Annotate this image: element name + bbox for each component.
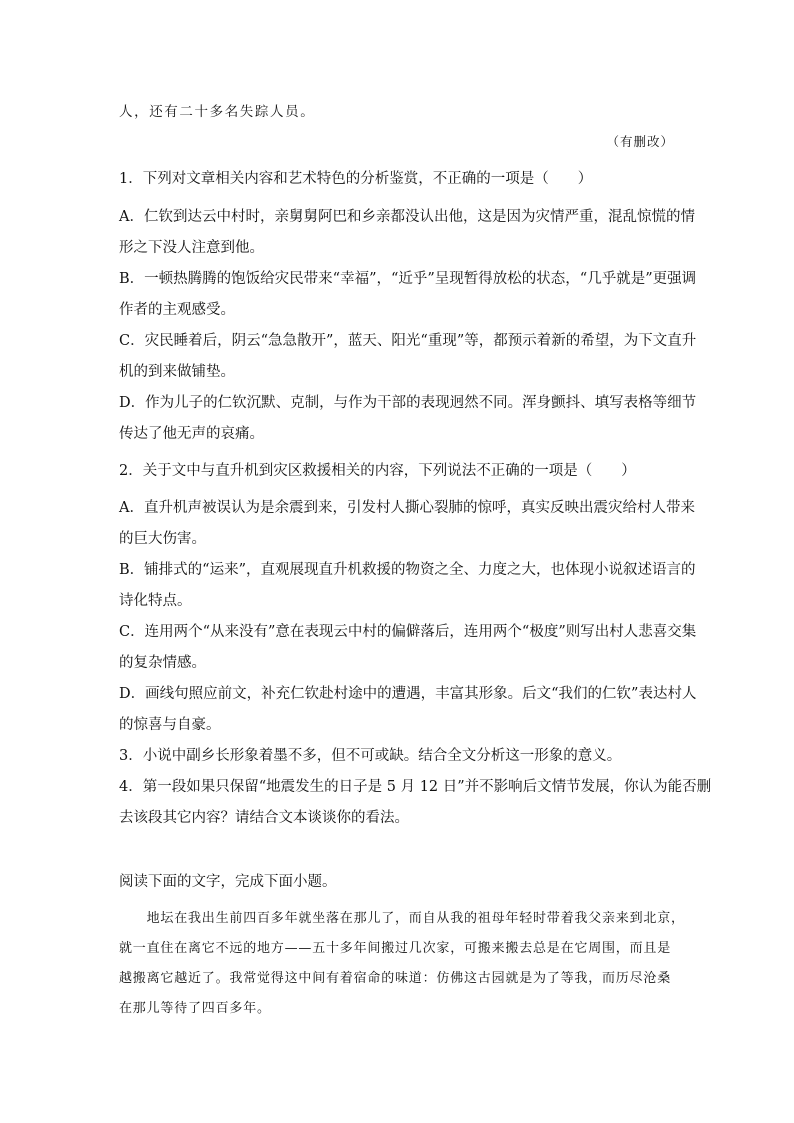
q2-option-d-line2: 的惊喜与自豪。	[119, 717, 221, 733]
question-2	[119, 456, 679, 487]
question-4-line1: 4．第一段如果只保留“地震发生的日子是 5 月 12 日”并不影响后文情节发展，你认为能否删	[119, 779, 712, 795]
passage-line: 就一直住在离它不远的地方——五十多年间搬过几次家，可搬来搬去总是在它周围，而且是	[119, 941, 672, 956]
q1-option-c-line1: C．灾民睡着后，阴云“急急散开”，蓝天、阳光“重现”等，都预示着新的希望，为下文直升	[119, 333, 697, 349]
q1-stem: 1．下列对文章相关内容和艺术特色的分析鉴赏，不正确的一项是（ ）	[119, 171, 593, 187]
passage-line: 越搬离它越近了。我常觉得这中间有着宿命的味道：仿佛这古园就是为了等我，而历尽沧桑	[119, 971, 672, 986]
q1-option-b-line2: 作者的主观感受。	[119, 302, 235, 318]
q1-option-a-line1: A．仁钦到达云中村时，亲舅舅阿巴和乡亲都没认出他，这是因为灾情严重，混乱惊慌的情	[119, 209, 695, 225]
q1-options	[119, 202, 697, 450]
intro-text: 人，还有二十多名失踪人员。	[119, 104, 316, 120]
q2-option-a-line1: A．直升机声被误认为是余震到来，引发村人撕心裂肺的惊呼，真实反映出震灾给村人带来	[119, 500, 695, 516]
q2-option-c-line2: 的复杂情感。	[119, 655, 206, 671]
question-3: 3．小说中副乡长形象着墨不多，但不可或缺。结合全文分析这一形象的意义。	[119, 748, 622, 764]
q1-option-b-line1: B．一顿热腾腾的饱饭给灾民带来“幸福”，“近乎”呈现暂得放松的状态，“几乎就是”更强调	[119, 271, 697, 287]
q1-option-d-line1: D．作为儿子的仁钦沉默、克制，与作为干部的表现迥然不同。浑身颤抖、填写表格等细节	[119, 395, 697, 411]
q2-option-a-line2: 的巨大伤害。	[119, 531, 206, 547]
source-note: （有删改）	[606, 134, 674, 149]
q1-option-c-line2: 机的到来做铺垫。	[119, 364, 235, 380]
question-1	[119, 164, 679, 195]
reading-passage	[119, 904, 685, 1024]
q2-option-d-line1: D．画线句照应前文，补充仁钦赴村途中的遭遇，丰富其形象。后文“我们的仁钦”表达村人	[119, 686, 697, 702]
intro-line	[119, 97, 679, 128]
q2-option-b-line2: 诗化特点。	[119, 593, 192, 609]
q2-stem: 2．关于文中与直升机到灾区救援相关的内容，下列说法不正确的一项是（ ）	[119, 463, 636, 479]
passage-line: 地坛在我出生前四百多年就坐落在那儿了，而自从我的祖母年轻时带着我父亲来到北京，	[119, 911, 685, 926]
question-4-line2: 去该段其它内容？请结合文本谈谈你的看法。	[119, 810, 409, 826]
instruction-text: 阅读下面的文字，完成下面小题。	[119, 874, 337, 890]
q2-options	[119, 493, 712, 834]
q2-option-c-line1: C．连用两个“从来没有”意在表现云中村的偏僻落后，连用两个“极度”则写出村人悲喜交集	[119, 624, 697, 640]
q1-option-a-line2: 形之下没人注意到他。	[119, 240, 264, 256]
reading-instruction	[119, 867, 679, 898]
q1-option-d-line2: 传达了他无声的哀痛。	[119, 426, 264, 442]
q2-option-b-line1: B．铺排式的“运来”，直观展现直升机救援的物资之全、力度之大，也体现小说叙述语言的	[119, 562, 696, 578]
passage-line: 在那儿等待了四百多年。	[119, 1001, 271, 1016]
